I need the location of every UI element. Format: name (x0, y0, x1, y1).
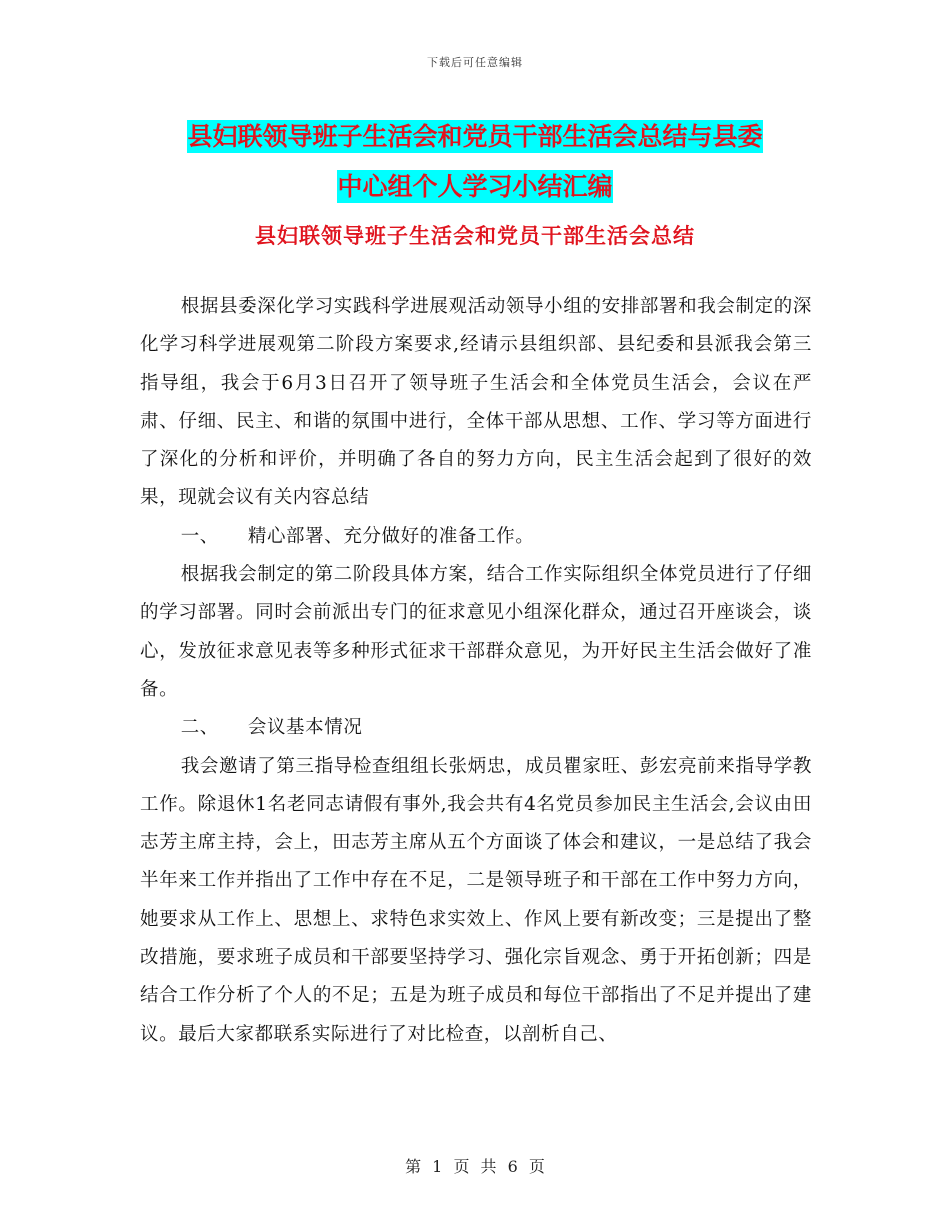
paragraph-intro: 根据县委深化学习实践科学进展观活动领导小组的安排部署和我会制定的深化学习科学进展观第二阶段方案要求,经请示县组织部、县纪委和县派我会第三指导组，我会于6月3日召开了领导班子生活会和全体党员生活会，会议在严肃、仔细、民主、和谐的氛围中进行，全体干部从思想、工作、学习等方面进行了深化的分析和评价，并明确了各自的努力方向，民主生活会起到了很好的效果，现就会议有关内容总结 (140, 296, 812, 509)
header-note: 下载后可任意编辑 (427, 56, 523, 69)
main-title-line-2: 中心组个人学习小结汇编 (337, 172, 613, 201)
page-number: 第 1 页 共 6 页 (405, 1157, 545, 1176)
section-heading-1: 一、 精心部署、充分做好的准备工作。 (180, 525, 535, 547)
section-heading-2: 二、 会议基本情况 (180, 717, 363, 739)
paragraph-meeting: 我会邀请了第三指导检查组组长张炳忠，成员瞿家旺、彭宏亮前来指导学教工作。除退休1名老同志请假有事外,我会共有4名党员参加民主生活会,会议由田志芳主席主持，会上，田志芳主席从五个方面谈了体会和建议，一是总结了我会半年来工作并指出了工作中存在不足，二是领导班子和干部在工作中努力方向，她要求从工作上、思想上、求特色求实效上、作风上要有新改变；三是提出了整改措施，要求班子成员和干部要坚持学习、强化宗旨观念、勇于开拓创新；四是结合工作分析了个人的不足；五是为班子成员和每位干部指出了不足并提出了建议。最后大家都联系实际进行了对比检查，以剖析自己、 (140, 755, 812, 1045)
main-title-line-1: 县妇联领导班子生活会和党员干部生活会总结与县委 (187, 122, 763, 151)
document-body (140, 288, 812, 1054)
sub-title: 县妇联领导班子生活会和党员干部生活会总结 (255, 224, 695, 248)
main-title (0, 112, 950, 212)
paragraph-preparation: 根据我会制定的第二阶段具体方案，结合工作实际组织全体党员进行了仔细的学习部署。同时会前派出专门的征求意见小组深化群众，通过召开座谈会，谈心，发放征求意见表等多种形式征求干部群众意见，为开好民主生活会做好了准备。 (140, 564, 812, 700)
